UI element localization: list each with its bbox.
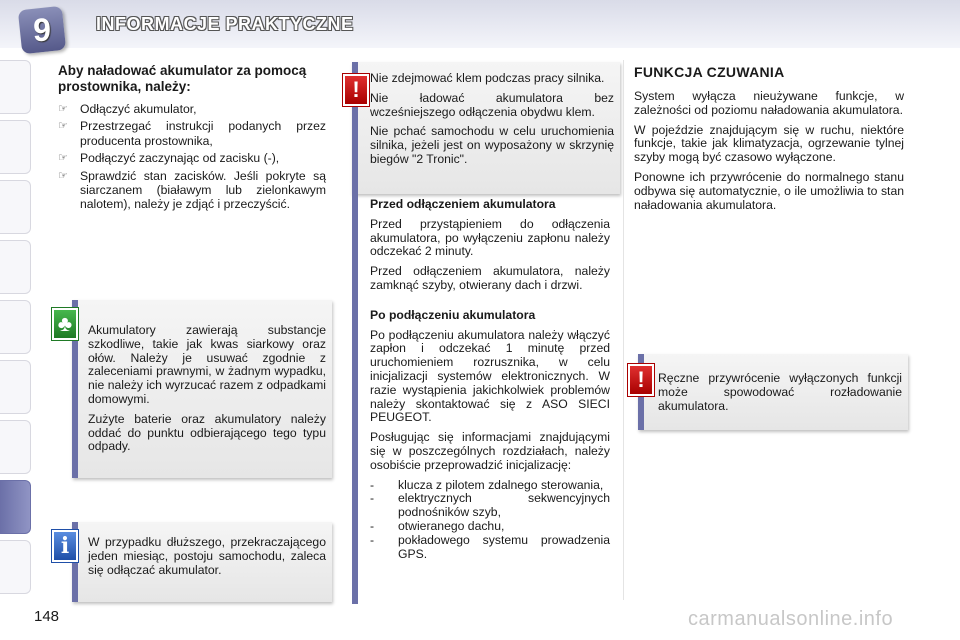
warning-text: Ręczne przywrócenie wyłączonych funkcji może spowodować rozładowanie akumulatora. xyxy=(658,371,902,413)
eco-note-text: Akumulatory zawierają substancje szkodliwe, takie jak kwas siarkowy oraz ołów. Należy je usuwać zgodnie z zaleceniami prawnymi, w żadnym wypadku, nie należy ich wyrzucać razem z odpadkami domowymi. xyxy=(88,323,326,406)
tree-icon: ♣ xyxy=(52,308,78,340)
eco-note-text: Zużyte baterie oraz akumulatory należy oddać do punktu odbierającego tego typu odpady. xyxy=(88,411,326,454)
standby-function-text xyxy=(634,90,904,218)
battery-disconnect-section xyxy=(370,198,610,561)
warning-text: Nie zdejmować klem podczas pracy silnika. xyxy=(370,71,605,85)
page-title: INFORMACJE PRAKTYCZNE xyxy=(96,14,354,34)
list-item: - otwieranego dachu, xyxy=(370,518,505,533)
right-section-title: FUNKCJA CZUWANIA xyxy=(634,64,785,80)
pointing-hand-icon: ☞ xyxy=(58,103,68,115)
watermark: carmanualsonline.info xyxy=(688,608,894,630)
left-section-title: Aby naładować akumulator za pomocą prostownika, należy: xyxy=(58,63,307,94)
eco-note-box xyxy=(72,300,332,478)
warning-text: Nie pchać samochodu w celu uruchomienia silnika, jeżeli jest on wyposażony w skrzynię biegów "2 Tronic". xyxy=(370,124,614,166)
info-icon: i xyxy=(52,530,78,562)
chapter-tab[interactable] xyxy=(0,60,31,114)
chapter-tab[interactable] xyxy=(0,240,31,294)
warning-text: Nie ładować akumulatora bez wcześniejszego odłączenia obydwu klem. xyxy=(370,90,614,119)
column-divider xyxy=(623,60,624,600)
paragraph: W pojeździe znajdującym się w ruchu, niektóre funkcje, takie jak klimatyzacja, ogrzewanie tylnej szyby mogą być czasowo wyłączone. xyxy=(634,122,904,165)
list-item: ☞ Podłączyć zaczynając od zacisku (-), xyxy=(58,151,280,166)
info-note-text: W przypadku dłuższego, przekraczającego jeden miesiąc, postoju samochodu, zaleca się odłączać akumulator. xyxy=(88,535,326,577)
subsection-title: Przed odłączeniem akumulatora xyxy=(370,197,556,211)
chapter-tab[interactable] xyxy=(0,120,31,174)
warning-box xyxy=(638,354,908,430)
list-item: - pokładowego systemu prowadzenia GPS. xyxy=(370,532,610,561)
list-item: ☞ Przestrzegać instrukcji podanych przez producenta prostownika, xyxy=(58,119,326,148)
exclamation-icon: ! xyxy=(343,74,369,106)
list-item: - elektrycznych sekwencyjnych podnośników szyb, xyxy=(370,491,610,520)
list-item: - klucza z pilotem zdalnego sterowania, xyxy=(370,477,604,492)
paragraph: Przed przystąpieniem do odłączenia akumulatora, po wyłączeniu zapłonu należy odczekać 2 minuty. xyxy=(370,216,610,259)
subsection-title: Po podłączeniu akumulatora xyxy=(370,307,536,322)
charging-steps xyxy=(58,102,326,215)
warning-box xyxy=(352,62,620,194)
chapter-tab[interactable] xyxy=(0,300,31,354)
chapter-tab[interactable] xyxy=(0,180,31,234)
page-number: 148 xyxy=(34,608,60,625)
info-note-box xyxy=(72,522,332,602)
pointing-hand-icon: ☞ xyxy=(58,169,68,182)
exclamation-icon: ! xyxy=(628,364,654,396)
pointing-hand-icon: ☞ xyxy=(58,120,68,133)
paragraph: Przed odłączeniem akumulatora, należy zamknąć szyby, otwierany dach i drzwi. xyxy=(370,264,610,292)
chapter-tab[interactable] xyxy=(0,420,31,474)
pointing-hand-icon: ☞ xyxy=(58,152,68,165)
paragraph: System wyłącza nieużywane funkcje, w zależności od poziomu naładowania akumulatora. xyxy=(634,89,904,117)
list-item: ☞ Odłączyć akumulator, xyxy=(58,102,197,116)
chapter-tab[interactable] xyxy=(0,540,31,594)
chapter-number: 9 xyxy=(33,12,51,48)
chapter-tab-active[interactable] xyxy=(0,480,31,534)
paragraph: Posługując się informacjami znajdującymi się w poszczególnych rozdziałach, należy osobiście przeprowadzić inicjalizację: xyxy=(370,430,610,472)
initialization-list xyxy=(370,479,610,562)
chapter-badge xyxy=(18,6,66,54)
chapter-tab[interactable] xyxy=(0,360,31,414)
paragraph: Ponowne ich przywrócenie do normalnego stanu odbywa się automatycznie, o ile umożliwia to stan naładowania akumulatora. xyxy=(634,169,904,212)
paragraph: Po podłączeniu akumulatora należy włączyć zapłon i odczekać 1 minutę przed uruchomieniem rozrusznika, w celu inicjalizacji systemów elektronicznych. W razie wystąpienia jakichkolwiek problemów należy skontaktować się z ASO SIECI PEUGEOT. xyxy=(370,327,610,425)
list-item: ☞ Sprawdzić stan zacisków. Jeśli pokryte są siarczanem (białawym lub zielonkawym nalotem), należy je zdjąć i przeczyścić. xyxy=(58,168,326,212)
section-accent-bar xyxy=(352,194,358,604)
chapter-tabs xyxy=(0,60,32,600)
